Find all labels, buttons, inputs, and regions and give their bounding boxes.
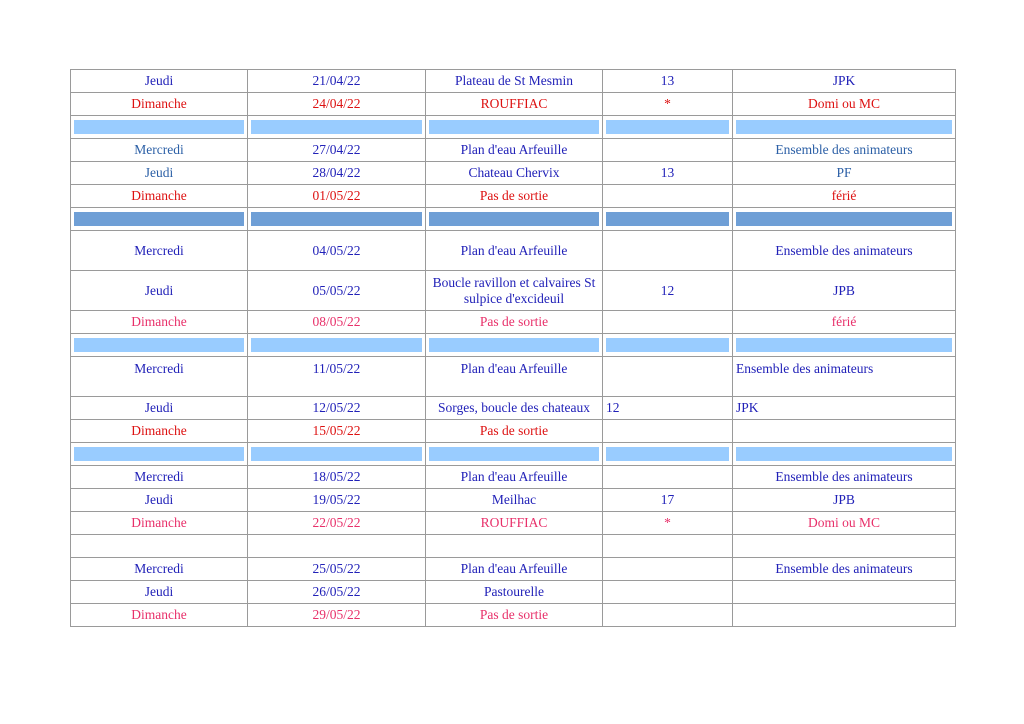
- separator-band: [251, 120, 422, 134]
- leader-cell: JPB: [733, 489, 956, 512]
- location-cell: Plan d'eau Arfeuille: [426, 558, 603, 581]
- number-cell: [603, 604, 733, 627]
- table-row: [71, 70, 956, 93]
- separator-row: [71, 443, 956, 466]
- separator-band: [429, 539, 599, 553]
- separator-row: [71, 208, 956, 231]
- table-row: [71, 512, 956, 535]
- table-row: [71, 185, 956, 208]
- day-cell: Mercredi: [71, 231, 248, 271]
- day-cell: Dimanche: [71, 185, 248, 208]
- date-cell: 04/05/22: [248, 231, 426, 271]
- location-cell: ROUFFIAC: [426, 512, 603, 535]
- location-cell: Boucle ravillon et calvaires St sulpice d'excideuil: [426, 271, 603, 311]
- separator-band: [251, 212, 422, 226]
- separator-row: [71, 535, 956, 558]
- separator-cell: [71, 535, 248, 558]
- table-row: [71, 231, 956, 271]
- number-cell: *: [603, 512, 733, 535]
- schedule-table: [70, 69, 956, 627]
- number-cell: *: [603, 93, 733, 116]
- separator-cell: [603, 208, 733, 231]
- table-row: [71, 93, 956, 116]
- number-cell: [603, 357, 733, 397]
- separator-band: [251, 539, 422, 553]
- separator-band: [251, 447, 422, 461]
- separator-band: [74, 120, 244, 134]
- table-row: [71, 420, 956, 443]
- leader-cell: Domi ou MC: [733, 512, 956, 535]
- leader-cell: [733, 420, 956, 443]
- separator-row: [71, 116, 956, 139]
- separator-cell: [426, 116, 603, 139]
- table-row: [71, 357, 956, 397]
- number-cell: 13: [603, 70, 733, 93]
- separator-band: [429, 120, 599, 134]
- day-cell: Mercredi: [71, 558, 248, 581]
- day-cell: Dimanche: [71, 512, 248, 535]
- date-cell: 11/05/22: [248, 357, 426, 397]
- location-cell: Plateau de St Mesmin: [426, 70, 603, 93]
- separator-cell: [733, 116, 956, 139]
- day-cell: Mercredi: [71, 466, 248, 489]
- separator-band: [74, 539, 244, 553]
- date-cell: 22/05/22: [248, 512, 426, 535]
- day-cell: Mercredi: [71, 139, 248, 162]
- date-cell: 26/05/22: [248, 581, 426, 604]
- separator-cell: [71, 208, 248, 231]
- separator-cell: [733, 334, 956, 357]
- leader-cell: Ensemble des animateurs: [733, 139, 956, 162]
- number-cell: [603, 185, 733, 208]
- location-cell: Pas de sortie: [426, 420, 603, 443]
- date-cell: 19/05/22: [248, 489, 426, 512]
- separator-cell: [603, 535, 733, 558]
- separator-cell: [426, 535, 603, 558]
- separator-band: [606, 447, 729, 461]
- number-cell: 12: [603, 397, 733, 420]
- separator-cell: [248, 116, 426, 139]
- table-row: [71, 271, 956, 311]
- separator-band: [74, 212, 244, 226]
- leader-cell: Ensemble des animateurs: [733, 558, 956, 581]
- separator-cell: [603, 334, 733, 357]
- date-cell: 21/04/22: [248, 70, 426, 93]
- number-cell: [603, 139, 733, 162]
- location-cell: Meilhac: [426, 489, 603, 512]
- number-cell: 12: [603, 271, 733, 311]
- leader-cell: JPB: [733, 271, 956, 311]
- leader-cell: [733, 604, 956, 627]
- date-cell: 08/05/22: [248, 311, 426, 334]
- leader-cell: Ensemble des animateurs: [733, 466, 956, 489]
- separator-cell: [426, 334, 603, 357]
- separator-band: [429, 447, 599, 461]
- table-row: [71, 311, 956, 334]
- separator-cell: [248, 208, 426, 231]
- date-cell: 27/04/22: [248, 139, 426, 162]
- location-cell: Pastourelle: [426, 581, 603, 604]
- number-cell: [603, 231, 733, 271]
- number-cell: [603, 420, 733, 443]
- number-cell: [603, 311, 733, 334]
- date-cell: 05/05/22: [248, 271, 426, 311]
- separator-cell: [426, 208, 603, 231]
- leader-cell: JPK: [733, 70, 956, 93]
- separator-cell: [733, 535, 956, 558]
- day-cell: Jeudi: [71, 70, 248, 93]
- separator-cell: [426, 443, 603, 466]
- date-cell: 12/05/22: [248, 397, 426, 420]
- separator-band: [736, 120, 952, 134]
- leader-cell: JPK: [733, 397, 956, 420]
- day-cell: Dimanche: [71, 93, 248, 116]
- day-cell: Dimanche: [71, 420, 248, 443]
- separator-cell: [248, 443, 426, 466]
- separator-band: [736, 338, 952, 352]
- separator-cell: [603, 116, 733, 139]
- table-row: [71, 139, 956, 162]
- number-cell: [603, 466, 733, 489]
- separator-band: [429, 212, 599, 226]
- day-cell: Jeudi: [71, 162, 248, 185]
- leader-cell: férié: [733, 185, 956, 208]
- separator-band: [606, 120, 729, 134]
- day-cell: Jeudi: [71, 271, 248, 311]
- number-cell: 13: [603, 162, 733, 185]
- leader-cell: Ensemble des animateurs: [733, 357, 956, 397]
- separator-band: [606, 338, 729, 352]
- date-cell: 25/05/22: [248, 558, 426, 581]
- table-row: [71, 604, 956, 627]
- date-cell: 29/05/22: [248, 604, 426, 627]
- table-row: [71, 162, 956, 185]
- separator-cell: [71, 443, 248, 466]
- number-cell: 17: [603, 489, 733, 512]
- leader-cell: Ensemble des animateurs: [733, 231, 956, 271]
- separator-cell: [603, 443, 733, 466]
- number-cell: [603, 558, 733, 581]
- separator-band: [736, 447, 952, 461]
- day-cell: Dimanche: [71, 604, 248, 627]
- location-cell: Pas de sortie: [426, 185, 603, 208]
- number-cell: [603, 581, 733, 604]
- location-cell: Plan d'eau Arfeuille: [426, 466, 603, 489]
- location-cell: ROUFFIAC: [426, 93, 603, 116]
- separator-cell: [733, 443, 956, 466]
- table-row: [71, 466, 956, 489]
- separator-band: [429, 338, 599, 352]
- schedule-body: [71, 70, 956, 627]
- separator-cell: [71, 334, 248, 357]
- day-cell: Mercredi: [71, 357, 248, 397]
- location-cell: Plan d'eau Arfeuille: [426, 357, 603, 397]
- separator-band: [251, 338, 422, 352]
- day-cell: Dimanche: [71, 311, 248, 334]
- separator-band: [606, 539, 729, 553]
- location-cell: Pas de sortie: [426, 604, 603, 627]
- date-cell: 24/04/22: [248, 93, 426, 116]
- separator-band: [606, 212, 729, 226]
- date-cell: 28/04/22: [248, 162, 426, 185]
- date-cell: 15/05/22: [248, 420, 426, 443]
- date-cell: 18/05/22: [248, 466, 426, 489]
- leader-cell: Domi ou MC: [733, 93, 956, 116]
- separator-cell: [71, 116, 248, 139]
- table-row: [71, 558, 956, 581]
- location-cell: Plan d'eau Arfeuille: [426, 139, 603, 162]
- table-row: [71, 489, 956, 512]
- separator-row: [71, 334, 956, 357]
- separator-band: [736, 539, 952, 553]
- separator-cell: [248, 334, 426, 357]
- location-cell: Chateau Chervix: [426, 162, 603, 185]
- separator-cell: [248, 535, 426, 558]
- separator-band: [736, 212, 952, 226]
- day-cell: Jeudi: [71, 581, 248, 604]
- separator-band: [74, 447, 244, 461]
- location-cell: Sorges, boucle des chateaux: [426, 397, 603, 420]
- leader-cell: férié: [733, 311, 956, 334]
- table-row: [71, 581, 956, 604]
- separator-cell: [733, 208, 956, 231]
- date-cell: 01/05/22: [248, 185, 426, 208]
- leader-cell: [733, 581, 956, 604]
- day-cell: Jeudi: [71, 397, 248, 420]
- separator-band: [74, 338, 244, 352]
- table-row: [71, 397, 956, 420]
- leader-cell: PF: [733, 162, 956, 185]
- day-cell: Jeudi: [71, 489, 248, 512]
- location-cell: Pas de sortie: [426, 311, 603, 334]
- location-cell: Plan d'eau Arfeuille: [426, 231, 603, 271]
